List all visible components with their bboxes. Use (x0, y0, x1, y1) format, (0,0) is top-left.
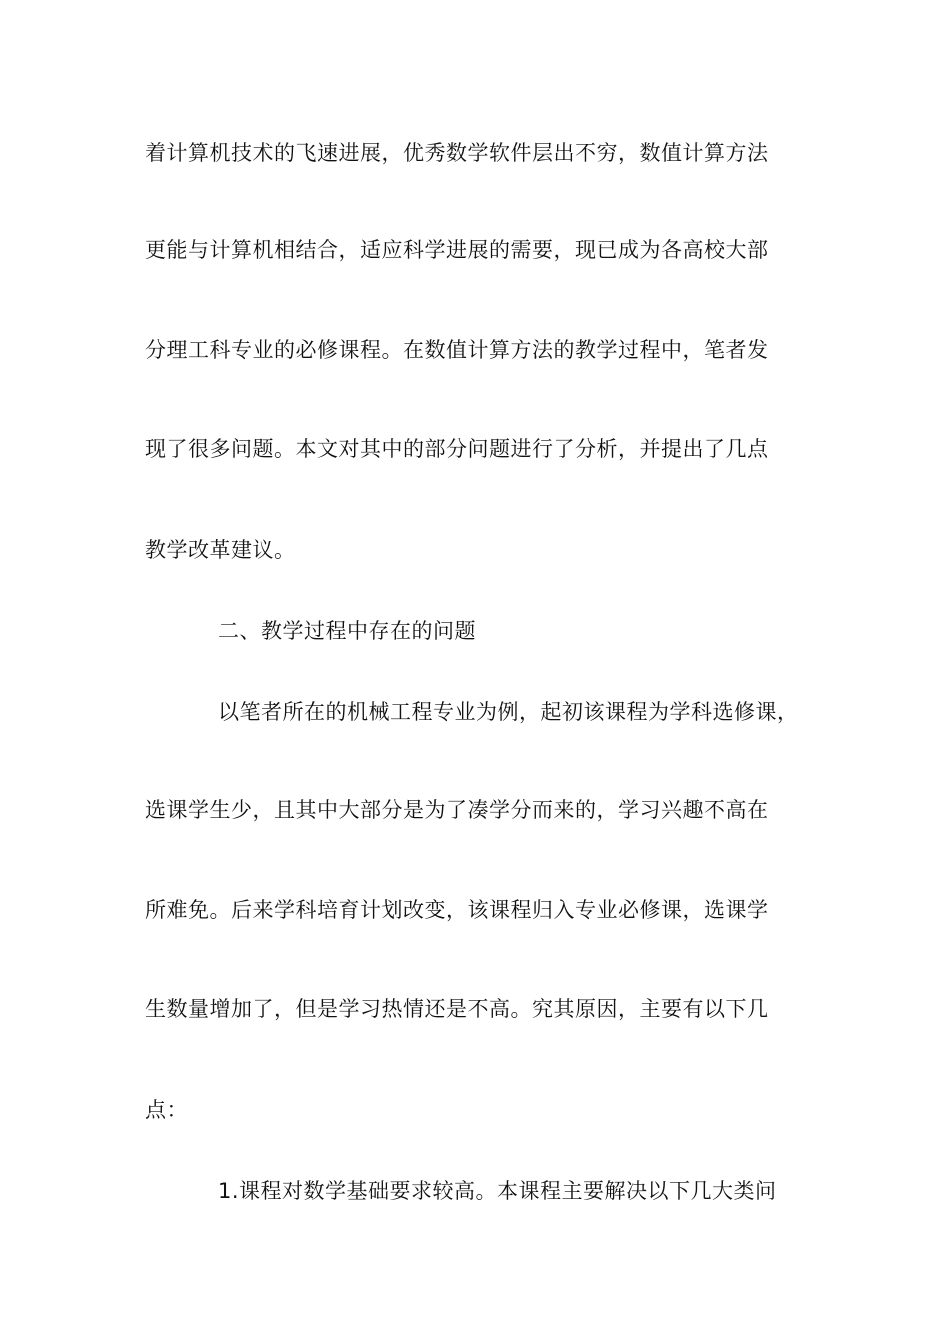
paragraph-line: 以笔者所在的机械工程专业为例，起初该课程为学科选修课， (218, 700, 799, 724)
section-heading: 二、教学过程中存在的问题 (218, 619, 476, 643)
paragraph-line: 更能与计算机相结合，适应科学进展的需要，现已成为各高校大部 (145, 238, 769, 262)
paragraph-line: 生数量增加了，但是学习热情还是不高。究其原因，主要有以下几 (145, 997, 769, 1021)
paragraph-line: 点： (145, 1098, 188, 1122)
paragraph-line: 选课学生少，且其中大部分是为了凑学分而来的，学习兴趣不高在 (145, 798, 769, 822)
paragraph-line: 所难免。后来学科培育计划改变，该课程归入专业必修课，选课学 (145, 898, 769, 922)
paragraph-line: 现了很多问题。本文对其中的部分问题进行了分析，并提出了几点 (145, 437, 769, 461)
paragraph-line: 着计算机技术的飞速进展，优秀数学软件层出不穷，数值计算方法 (145, 141, 769, 165)
paragraph-line: 分理工科专业的必修课程。在数值计算方法的教学过程中，笔者发 (145, 338, 769, 362)
paragraph-line: 教学改革建议。 (145, 538, 296, 562)
list-item: 1.课程对数学基础要求较高。本课程主要解决以下几大类问 (218, 1179, 777, 1203)
